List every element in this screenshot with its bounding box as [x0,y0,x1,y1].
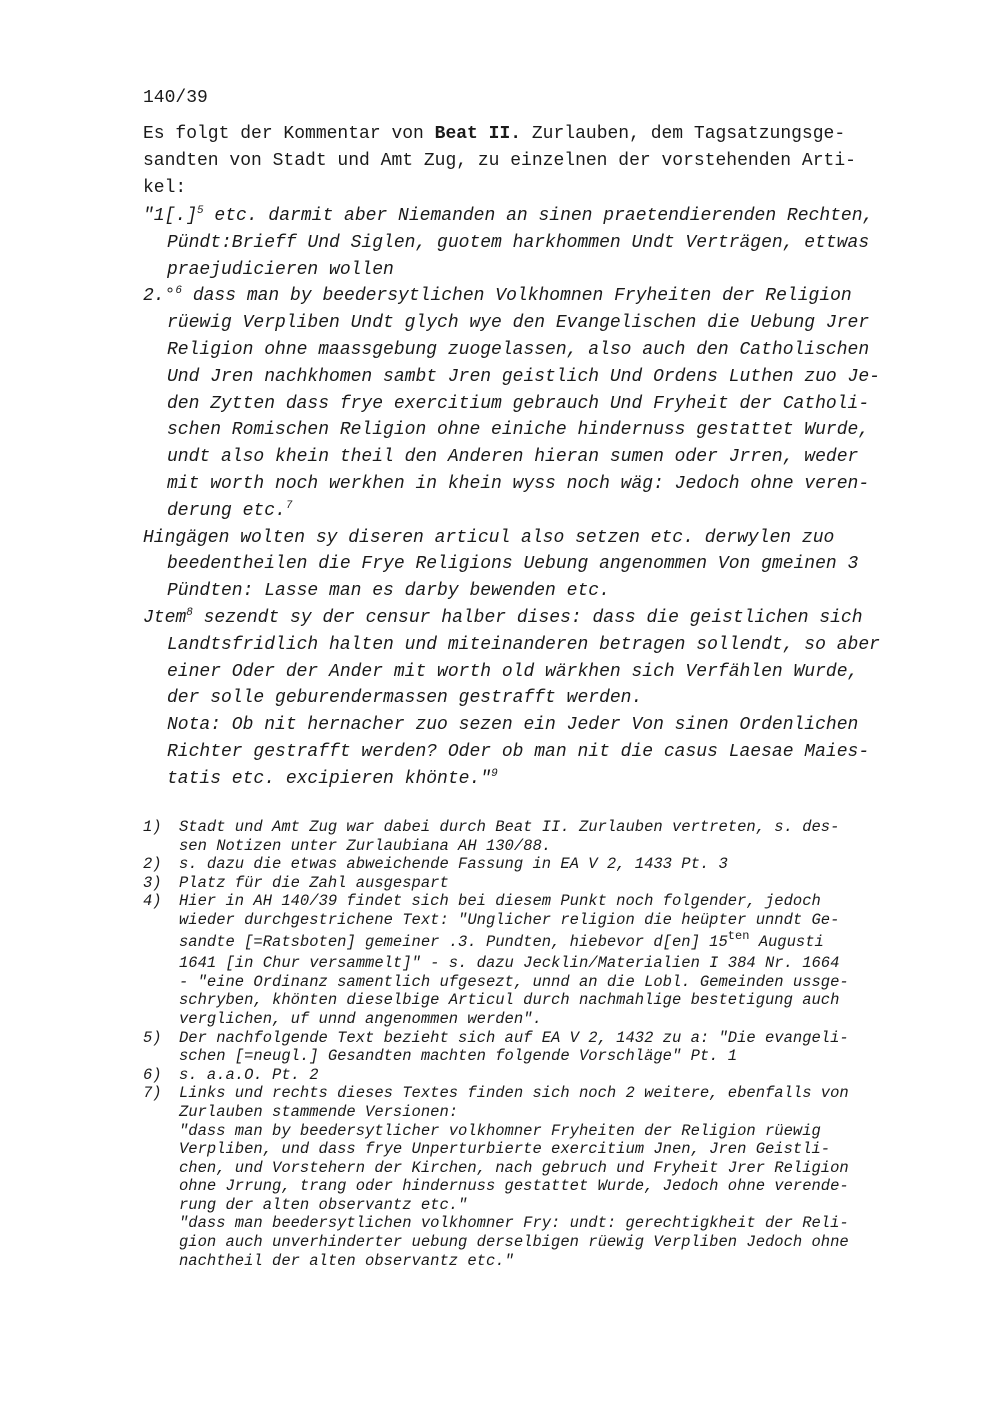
quote-text: derung etc. [167,500,286,521]
footnote-line [143,991,913,1010]
quote-line: mit worth noch werkhen in khein wyss noch wäg: Jedoch ohne veren- [167,473,870,494]
footnote-line [143,973,913,992]
footnote-line [143,1122,913,1141]
footnote-number: 6) [143,1065,162,1084]
footnote-text: s. dazu die etwas abweichende Fassung in EA V 2, 1433 Pt. 3 [179,855,728,874]
footnote-text: schen [=neugl.] Gesandten machten folgende Vorschläge" Pt. 1 [179,1047,738,1066]
footnote-text: ohne Jrrung, trang oder hindernuss gestattet Wurde, Jedoch ohne verende- [179,1177,849,1196]
footnote-text-part: Augusti [749,932,824,951]
footnote-line [143,874,913,893]
intro-line [143,121,883,148]
footnote-line [143,1103,913,1122]
footnote-text: "dass man beedersytlichen volkhomner Fry: undt: gerechtigkheit der Reli- [179,1214,849,1233]
quote-line: Hingägen wolten sy diseren articul also setzen etc. derwylen zuo [143,527,835,548]
footnote-ref: 7 [285,499,293,512]
footnote-ref: 5 [197,205,204,217]
quote-text: etc. darmit aber Niemanden an sinen praetendierenden Rechten, [203,206,874,226]
footnote-line [143,1159,913,1178]
page-number: 140/39 [143,88,208,108]
footnote-line [143,1233,913,1252]
quote-line: Pündt:Brieff Und Siglen, guotem harkhommen Undt Verträgen, ettwas [167,232,870,253]
footnote-text: Hier in AH 140/39 findet sich bei diesem Punkt noch folgender, jedoch [179,892,821,911]
quote-text: tatis etc. excipieren khönte." [167,768,492,789]
quote-line: Landtsfridlich halten und miteinanderen betragen sollendt, so aber [167,634,880,655]
footnote-text: Stadt und Amt Zug war dabei durch Beat II. Zurlauben vertreten, s. des- [179,818,840,836]
intro-line: sandten von Stadt und Amt Zug, zu einzelnen der vorstehenden Arti- [143,151,856,171]
intro-text: Es folgt der Kommentar von [143,124,435,144]
footnote-text: s. a.a.O. Pt. 2 [179,1065,319,1084]
quote-text: 2.° [143,286,176,307]
footnote-text-part: sandte [=Ratsboten] gemeiner .3. Pundten, hiebevor d[en] 15 [179,932,728,951]
footnote-text: - "eine Ordinanz samentlich ufgesezt, unnd an die Lobl. Gemeinden ussge- [179,972,849,991]
footnote-line [143,1196,913,1215]
footnote-line [143,837,913,856]
quote-line [143,203,903,230]
footnote-line [143,892,913,911]
quote-line: rüewig Verpliben Undt glych wye den Evangelischen die Uebung Jrer [167,313,870,334]
quote-line: einer Oder der Ander mit worth old wärkhen sich Verfählen Wurde, [167,661,859,682]
footnote-text: Links und rechts dieses Textes finden sich noch 2 weitere, ebenfalls von [179,1084,849,1103]
footnote-number: 1) [143,818,162,836]
footnote-text: Platz für die Zahl ausgespart [179,873,449,892]
superscript-ordinal: ten [727,928,750,943]
footnote-line [143,911,913,930]
footnote-text: chen, und Vorstehern der Kirchen, nach gebruch und Fryheit Jrer Religion [179,1158,849,1177]
footnote-text: Zurlauben stammende Versionen: [179,1102,459,1121]
quote-line: Religion ohne maassgebung zuogelassen, also auch den Catholischen [167,339,870,360]
intro-text: Zurlauben, dem Tagsatzungsge- [521,124,846,144]
quote-line: undt also khein theil den Anderen hieran sumen oder Jrren, weder [167,447,859,468]
footnote-line [143,1177,913,1196]
quote-line [143,766,903,793]
footnote-line [143,1252,913,1271]
footnotes [143,818,913,1270]
footnote-line [143,1084,913,1103]
quote-line [143,605,903,632]
footnote-ref: 6 [175,285,183,298]
quote-text: sezendt sy der censur halber dises: dass die geistlichen sich [192,607,863,628]
quote-line [143,498,903,525]
quote-text: Jtem [143,607,187,628]
quoted-commentary [143,203,903,793]
footnote-number: 5) [143,1028,162,1047]
footnote-text: schryben, khönten dieselbige Articul durch nachmahlige bestetigung auch [179,991,840,1010]
quote-line: Richter gestrafft werden? Oder ob man nit die casus Laesae Maies- [167,741,870,762]
footnote-text: Verpliben, und dass frye Unperturbierte exercitium Jnen, Jren Geistli- [179,1140,831,1159]
footnote-line [143,1214,913,1233]
footnote-text: verglichen, uf unnd angenommen werden". [179,1009,542,1028]
intro-bold-name: Beat II. [434,124,522,144]
footnote-line [143,930,913,952]
footnote-ref: 9 [491,767,498,780]
footnote-text [179,930,824,954]
footnote-text: Der nachfolgende Text bezieht sich auf EA V 2, 1432 zu a: "Die evangeli- [179,1028,849,1047]
footnote-line [143,1029,913,1048]
footnote-line [143,855,913,874]
footnote-line [143,1010,913,1029]
footnote-line [143,1047,913,1066]
footnote-number: 4) [143,892,162,911]
quote-line: Pündten: Lasse man es darby bewenden etc. [167,581,610,602]
intro-line: kel: [143,178,187,198]
quote-line: der solle geburendermassen gestrafft werden. [167,688,643,709]
footnote-text: "dass man by beedersytlicher volkhomner Fryheiten der Religion rüewig [179,1121,821,1140]
footnote-number: 3) [143,873,162,892]
footnote-number: 2) [143,855,162,874]
intro-paragraph [143,121,883,202]
quote-line [143,283,903,310]
footnote-line [143,1140,913,1159]
footnote-text: gion auch unverhinderter uebung derselbigen rüewig Verpliben Jedoch ohne [179,1233,849,1252]
footnote-text: rung der alten observantz etc." [179,1195,468,1214]
quote-text: dass man by beedersytlichen Volkhomnen Fryheiten der Religion [182,286,852,307]
quote-line: praejudicieren wollen [167,259,394,280]
quote-line: beedentheilen die Frye Religions Uebung angenommen Von gmeinen 3 [167,554,859,575]
quote-line: schen Romischen Religion ohne einiche hindernuss gestattet Wurde, [167,420,870,441]
quote-line: den Zytten dass frye exercitium gebrauch Und Fryheit der Catholi- [167,393,870,414]
quote-line: Nota: Ob nit hernacher zuo sezen ein Jeder Von sinen Ordenlichen [167,715,859,736]
footnote-text: 1641 [in Chur versammelt]" - s. dazu Jecklin/Materialien I 384 Nr. 1664 [179,954,840,973]
footnote-line [143,818,913,837]
footnote-number: 7) [143,1084,162,1103]
quote-line: Und Jren nachkhomen sambt Jren geistlich Und Ordens Luthen zuo Je- [167,366,880,387]
footnote-text: sen Notizen unter Zurlaubiana AH 130/88. [179,836,552,855]
footnote-line [143,1066,913,1085]
footnote-line [143,951,913,973]
quote-text: "1[.] [143,206,198,226]
footnote-ref: 8 [186,606,193,619]
footnote-text: nachtheil der alten observantz etc." [179,1251,514,1270]
footnote-text: wieder durchgestrichene Text: "Unglicher religion die heüpter unndt Ge- [179,910,840,929]
